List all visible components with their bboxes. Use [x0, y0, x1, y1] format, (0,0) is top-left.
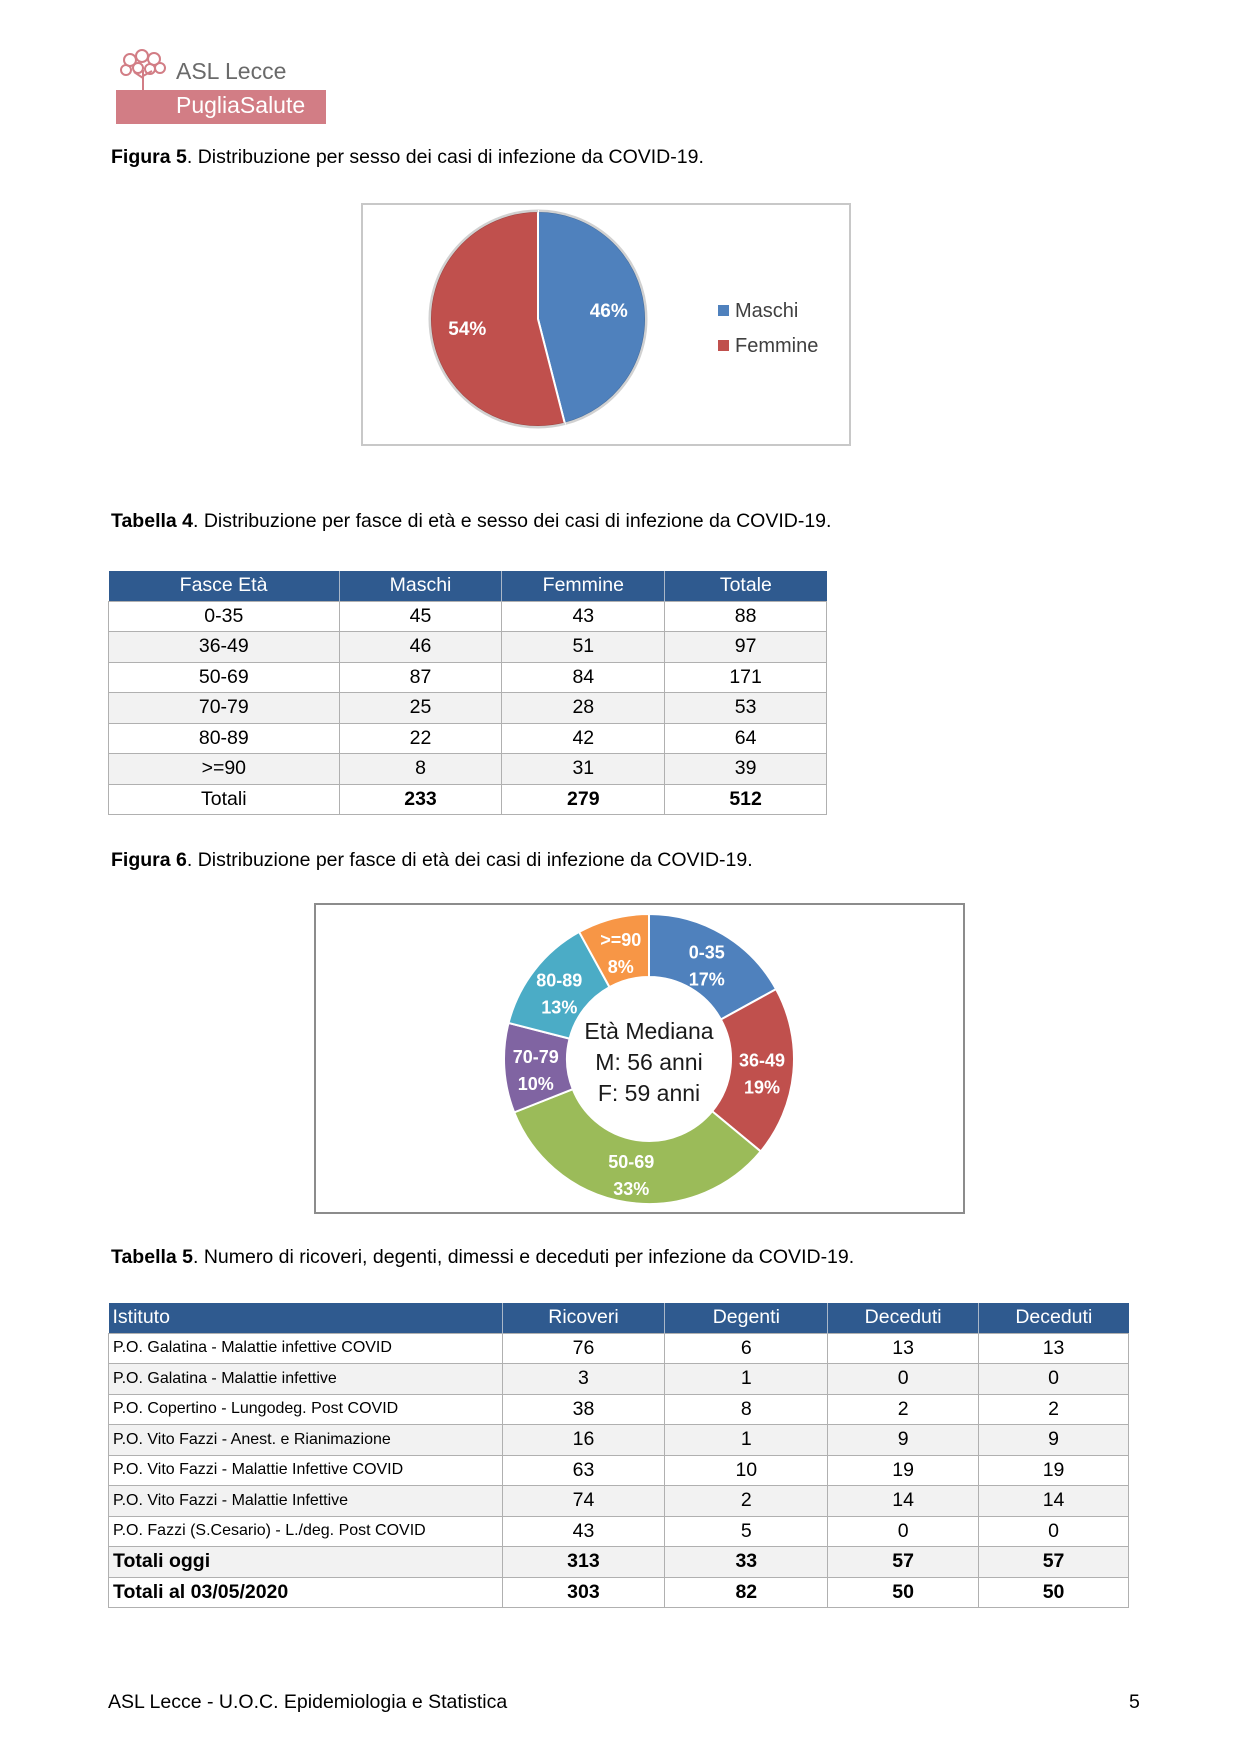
table-row — [109, 1455, 1129, 1486]
table-cell: 313 — [502, 1547, 665, 1578]
table-cell: 39 — [665, 754, 827, 785]
table-cell: >=90 — [109, 754, 340, 785]
legend-swatch-maschi — [718, 305, 729, 316]
donut-percent-label: 8% — [607, 957, 634, 978]
table-cell: 63 — [502, 1455, 665, 1486]
table-cell: 84 — [502, 662, 665, 693]
table-cell: 28 — [502, 693, 665, 724]
table-cell: 19 — [979, 1455, 1129, 1486]
figure-6-caption-label: Figura 6 — [111, 849, 187, 871]
table-cell: 2 — [665, 1486, 828, 1517]
donut-percent-label: 10% — [517, 1074, 554, 1095]
table-cell: 80-89 — [109, 723, 340, 754]
table-4-caption — [111, 510, 831, 533]
table-cell: 1 — [665, 1425, 828, 1456]
table-row — [109, 601, 827, 632]
donut-percent-label: 13% — [541, 997, 578, 1018]
table-cell: 0 — [979, 1516, 1129, 1547]
table-total-row — [109, 784, 827, 815]
table-cell: 43 — [502, 601, 665, 632]
table-5-caption-label: Tabella 5 — [111, 1246, 194, 1268]
table-cell: 53 — [665, 693, 827, 724]
table-cell: 36-49 — [109, 632, 340, 663]
table-cell: 6 — [665, 1333, 828, 1364]
table-cell: 45 — [339, 601, 502, 632]
donut-center-title: Età Mediana — [584, 1018, 714, 1044]
column-header: Degenti — [665, 1303, 828, 1333]
table-cell: 82 — [665, 1577, 828, 1608]
table-cell: 70-79 — [109, 693, 340, 724]
asl-lecce-logo — [116, 48, 326, 124]
table-row — [109, 1394, 1129, 1425]
donut-category-label: 0-35 — [688, 942, 725, 963]
table-cell: 22 — [339, 723, 502, 754]
table-total-row — [109, 1577, 1129, 1608]
table-cell: 46 — [339, 632, 502, 663]
table-cell: 5 — [665, 1516, 828, 1547]
legend-label-femmine: Femmine — [735, 335, 819, 357]
table-cell: 74 — [502, 1486, 665, 1517]
table-cell: 87 — [339, 662, 502, 693]
table-cell: P.O. Galatina - Malattie infettive COVID — [109, 1333, 503, 1364]
table-cell: 19 — [828, 1455, 979, 1486]
table-cell: Totali — [109, 784, 340, 815]
table-cell: Totali al 03/05/2020 — [109, 1577, 503, 1608]
table-cell: 14 — [979, 1486, 1129, 1517]
donut-center-female-median: F: 59 anni — [597, 1080, 701, 1106]
table-cell: 0 — [979, 1364, 1129, 1395]
donut-percent-label: 17% — [688, 969, 725, 990]
donut-percent-label: 33% — [613, 1179, 650, 1200]
sex-pie-svg — [363, 205, 849, 444]
table-cell: 57 — [828, 1547, 979, 1578]
table-cell: 14 — [828, 1486, 979, 1517]
donut-category-label: 50-69 — [608, 1152, 655, 1173]
table-cell: 50 — [979, 1577, 1129, 1608]
table-cell: 33 — [665, 1547, 828, 1578]
table-total-row — [109, 1547, 1129, 1578]
footer-text: ASL Lecce - U.O.C. Epidemiologia e Statistica — [108, 1691, 508, 1713]
table-row — [109, 1486, 1129, 1517]
figure-5-caption-text: . Distribuzione per sesso dei casi di infezione da COVID-19. — [186, 146, 704, 168]
table-cell: 8 — [339, 754, 502, 785]
donut-category-label: 70-79 — [512, 1047, 559, 1068]
table-cell: 50-69 — [109, 662, 340, 693]
tree-icon — [116, 48, 176, 92]
table-cell: 25 — [339, 693, 502, 724]
table-cell: P.O. Copertino - Lungodeg. Post COVID — [109, 1394, 503, 1425]
table-cell: P.O. Fazzi (S.Cesario) - L./deg. Post COVID — [109, 1516, 503, 1547]
table-cell: 76 — [502, 1333, 665, 1364]
table-cell: 97 — [665, 632, 827, 663]
table-cell: 2 — [828, 1394, 979, 1425]
column-header: Deceduti — [979, 1303, 1129, 1333]
donut-category-label: >=90 — [600, 930, 642, 951]
table-cell: 13 — [828, 1333, 979, 1364]
table-cell: 43 — [502, 1516, 665, 1547]
pie-data-label: 46% — [589, 301, 628, 323]
table-header-row — [109, 571, 827, 601]
table-cell: 9 — [979, 1425, 1129, 1456]
table-cell: P.O. Vito Fazzi - Malattie Infettive — [109, 1486, 503, 1517]
table-row — [109, 1364, 1129, 1395]
table-row — [109, 1516, 1129, 1547]
table-row — [109, 662, 827, 693]
age-sex-table — [108, 571, 827, 815]
table-cell: 512 — [665, 784, 827, 815]
pie-data-label: 54% — [448, 318, 487, 340]
table-cell: 303 — [502, 1577, 665, 1608]
column-header: Totale — [665, 571, 827, 601]
table-row — [109, 632, 827, 663]
table-cell: 0 — [828, 1516, 979, 1547]
figure-5-caption — [111, 146, 704, 169]
table-cell: 42 — [502, 723, 665, 754]
page-number: 5 — [1129, 1691, 1140, 1713]
table-4-caption-label: Tabella 4 — [111, 510, 194, 532]
column-header: Deceduti — [828, 1303, 979, 1333]
legend-item-maschi — [718, 300, 798, 323]
table-cell: P.O. Vito Fazzi - Anest. e Rianimazione — [109, 1425, 503, 1456]
legend-label-maschi: Maschi — [735, 300, 799, 322]
table-cell: 13 — [979, 1333, 1129, 1364]
table-cell: 8 — [665, 1394, 828, 1425]
column-header: Istituto — [109, 1303, 503, 1333]
age-donut-chart — [314, 903, 965, 1214]
figure-6-caption-text: . Distribuzione per fasce di età dei casi di infezione da COVID-19. — [186, 849, 753, 871]
table-cell: 16 — [502, 1425, 665, 1456]
table-cell: 9 — [828, 1425, 979, 1456]
table-row — [109, 754, 827, 785]
column-header: Ricoveri — [502, 1303, 665, 1333]
table-5-caption — [111, 1246, 854, 1269]
logo-text-bottom: PugliaSalute — [176, 92, 306, 118]
column-header: Femmine — [502, 571, 665, 601]
table-cell: Totali oggi — [109, 1547, 503, 1578]
legend-item-femmine — [718, 335, 818, 358]
table-cell: 233 — [339, 784, 502, 815]
table-cell: 64 — [665, 723, 827, 754]
table-cell: 51 — [502, 632, 665, 663]
table-row — [109, 1333, 1129, 1364]
table-cell: P.O. Vito Fazzi - Malattie Infettive COVID — [109, 1455, 503, 1486]
table-cell: 38 — [502, 1394, 665, 1425]
table-row — [109, 693, 827, 724]
table-header-row — [109, 1303, 1129, 1333]
table-5-caption-text: . Numero di ricoveri, degenti, dimessi e deceduti per infezione da COVID-19. — [193, 1246, 855, 1268]
donut-center-male-median: M: 56 anni — [595, 1049, 703, 1075]
table-cell: 2 — [979, 1394, 1129, 1425]
table-row — [109, 1425, 1129, 1456]
table-cell: 57 — [979, 1547, 1129, 1578]
table-cell: 50 — [828, 1577, 979, 1608]
age-donut-svg — [316, 905, 963, 1212]
table-row — [109, 723, 827, 754]
table-cell: 279 — [502, 784, 665, 815]
column-header: Maschi — [339, 571, 502, 601]
table-cell: P.O. Galatina - Malattie infettive — [109, 1364, 503, 1395]
figure-6-caption — [111, 849, 753, 872]
column-header: Fasce Età — [109, 571, 340, 601]
sex-pie-chart — [361, 203, 851, 446]
table-cell: 171 — [665, 662, 827, 693]
donut-category-label: 80-89 — [536, 970, 583, 991]
donut-category-label: 36-49 — [738, 1050, 786, 1071]
table-cell: 88 — [665, 601, 827, 632]
table-cell: 31 — [502, 754, 665, 785]
table-cell: 1 — [665, 1364, 828, 1395]
logo-text-top: ASL Lecce — [176, 58, 287, 84]
table-4-caption-text: . Distribuzione per fasce di età e sesso dei casi di infezione da COVID-19. — [193, 510, 832, 532]
legend-swatch-femmine — [718, 340, 729, 351]
hospital-table — [108, 1303, 1129, 1608]
table-cell: 3 — [502, 1364, 665, 1395]
donut-percent-label: 19% — [743, 1077, 781, 1098]
table-cell: 0-35 — [109, 601, 340, 632]
figure-5-caption-label: Figura 5 — [111, 146, 187, 168]
table-cell: 0 — [828, 1364, 979, 1395]
table-cell: 10 — [665, 1455, 828, 1486]
